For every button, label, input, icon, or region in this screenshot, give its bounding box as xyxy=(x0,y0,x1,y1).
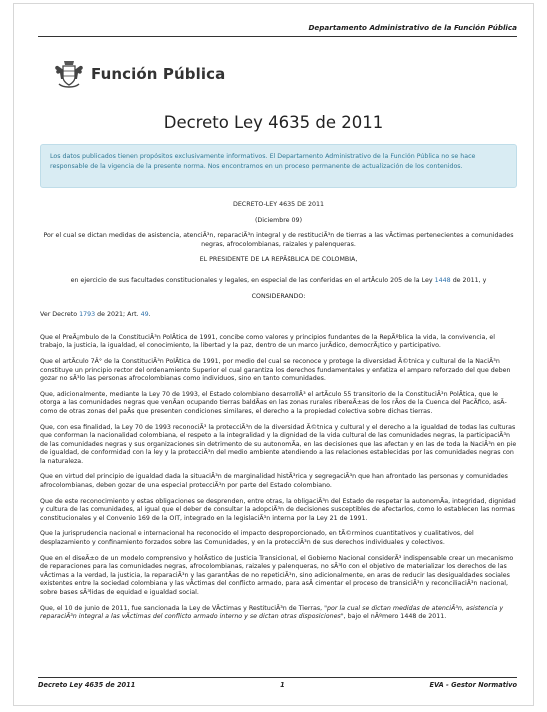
paragraph: Que en virtud del principio de igualdad dada la situaciÃ³n de marginalidad histÃ³rica y segregaciÃ³n que han afrontado las personas y comunidades afrocolombianas, deben gozar de una especial protecciÃ³n por parte del Estado colombiano. xyxy=(40,473,508,490)
footer-system-name: EVA - Gestor Normativo xyxy=(429,681,517,689)
disclaimer-notice: Los datos publicados tienen propósitos exclusivamente informativos. El Departamento Administrativo de la Función Pública no se hace responsable de la vigencia de la presente norma. Nos encontramos en un proceso permanente de actualización de los contenidos. xyxy=(40,144,517,188)
page-footer xyxy=(38,681,517,689)
powers-line: en ejercicio de sus facultades constitucionales y legales, en especial de las conferidas en el artÃculo 205 de la Ley 1448 de 2011, y xyxy=(70,276,487,284)
considering-heading: CONSIDERANDO: xyxy=(251,292,306,300)
department-header: Departamento Administrativo de la Función Pública xyxy=(308,23,517,32)
page-title: Decreto Ley 4635 de 2011 xyxy=(163,113,384,132)
document-page xyxy=(13,3,534,706)
footer-divider xyxy=(38,677,517,678)
paragraph-law-1448: Que, el 10 de junio de 2011, fue sancionada la Ley de VÃctimas y RestituciÃ³n de Tierras, "por la cual se dictan medidas de atenciÃ³n, asistencia y reparaciÃ³n integral a las vÃctimas del conflicto armado interno y se dictan otras disposiciones", bajo el nÃºmero 1448 de 2011. xyxy=(40,604,504,621)
funcion-publica-logo xyxy=(52,57,225,91)
see-also-line: Ver Decreto 1793 de 2021; Art. 49. xyxy=(40,311,151,319)
president-line: EL PRESIDENTE DE LA REPÃšBLICA DE COLOMBIA, xyxy=(199,256,358,264)
decree-heading: DECRETO-LEY 4635 DE 2011 xyxy=(232,201,325,208)
decree-date: (Diciembre 09) xyxy=(254,216,303,224)
paragraph: Que de este reconocimiento y estas obligaciones se desprenden, entre otras, la obligaciÃ³n del Estado de respetar la autonomÃa, integridad, dignidad y cultura de las comunidades, al igual que el deber de consultar la adopciÃ³n de decisiones susceptibles de afectarlos, como lo establecen las normas constitucionales y el Convenio 169 de la OIT, integrado en la legislaciÃ³n interna por la Ley 21 de 1991. xyxy=(40,497,516,522)
coat-of-arms-icon xyxy=(52,57,86,91)
paragraph: Que, adicionalmente, mediante la Ley 70 de 1993, el Estado colombiano desarrollÃ³ el artÃculo 55 transitorio de la ConstituciÃ³n PolÃtica, que le otorga a las comunidades negras que venÃan ocupando tierras baldÃas en las zonas rurales ribereÃ±as de los rÃos de la Cuenca del PacÃfico, asÃ como de otras zonas del paÃs que presenten condiciones similares, el derecho a la propiedad colectiva sobre dichas tierras. xyxy=(40,390,507,415)
paragraph: Que la jurisprudencia nacional e internacional ha reconocido el impacto desproporcionado, en tÃ©rminos cuantitativos y cualitativos, del desplazamiento y confinamiento forzados sobre las Comunidades, y en la protecciÃ³n de sus derechos individuales y colectivos. xyxy=(40,530,474,547)
paragraph: Que en el diseÃ±o de un modelo comprensivo y holÃstico de Justicia Transicional, el Gobierno Nacional considerÃ³ indispensable crear un mecanismo de reparaciones para las comunidades negras, afrocolombianas, raizales y palenqueras, no sÃ³lo con el objetivo de materializar los derechos de las vÃctimas a la verdad, la justicia, la reparaciÃ³n y las garantÃas de no repeticiÃ³n, sino adicionalmente, en aras de reducir las desigualdades sociales existentes entre la sociedad colombiana y las vÃctimas del conflicto armado, para asÃ cimentar el proceso de transiciÃ³n y reconciliaciÃ³n nacional, sobre bases sÃ³lidas de equidad e igualdad social. xyxy=(40,554,514,596)
decreto-1793-link[interactable]: 1793 xyxy=(79,311,96,319)
ley-1448-link[interactable]: 1448 xyxy=(434,276,451,284)
page-number: 1 xyxy=(280,681,285,689)
header-divider xyxy=(38,36,517,37)
footer-document-title: Decreto Ley 4635 de 2011 xyxy=(38,681,136,689)
paragraph: Que el artÃculo 7Â° de la ConstituciÃ³n PolÃtica de 1991, por medio del cual se reconoce y protege la diversidad Ã©tnica y cultural de la NaciÃ³n constituye un principio rector del ordenamiento Superior el cual garantiza los derechos fundamentales y enfatiza el amparo reforzado del que deben gozar no sÃ³lo las personas afrocolombianas como individuos, sino en tanto comunidades. xyxy=(40,357,511,383)
paragraph: Que, con esa finalidad, la Ley 70 de 1993 reconociÃ³ la protecciÃ³n de la diversidad Ã©tnica y cultural y el derecho a la igualdad de todas las culturas que conforman la nacionalidad colombiana, el respeto a la integralidad y la dignidad de la vida cultural de las comunidades negras, la participaciÃ³n de las comunidades negras y sus organizaciones sin detrimento de su autonomÃa, en las decisiones que las afectan y en las de toda la NaciÃ³n en pie de igualdad, de conformidad con la ley y la protecciÃ³n del medio ambiente atendiendo a las relaciones establecidas por las comunidades negras con la naturaleza. xyxy=(40,423,517,465)
art-49-link[interactable]: 49 xyxy=(140,311,149,319)
decree-body xyxy=(40,201,517,622)
decree-subject: Por el cual se dictan medidas de asistencia, atenciÃ³n, reparaciÃ³n integral y de restituciÃ³n de tierras a las vÃctimas pertenecientes a comunidades negras, afrocolombianas, raizales y palenqueras. xyxy=(43,232,514,248)
paragraph: Que el PreÃ¡mbulo de la ConstituciÃ³n PolÃtica de 1991, concibe como valores y principios fundantes de la RepÃºblica la vida, la convivencia, el trabajo, la justicia, la igualdad, el conocimiento, la libertad y la paz, dentro de un marco jurÃdico, democrÃ¡tico y participativo. xyxy=(40,333,496,350)
logo-text: Función Pública xyxy=(91,65,226,83)
